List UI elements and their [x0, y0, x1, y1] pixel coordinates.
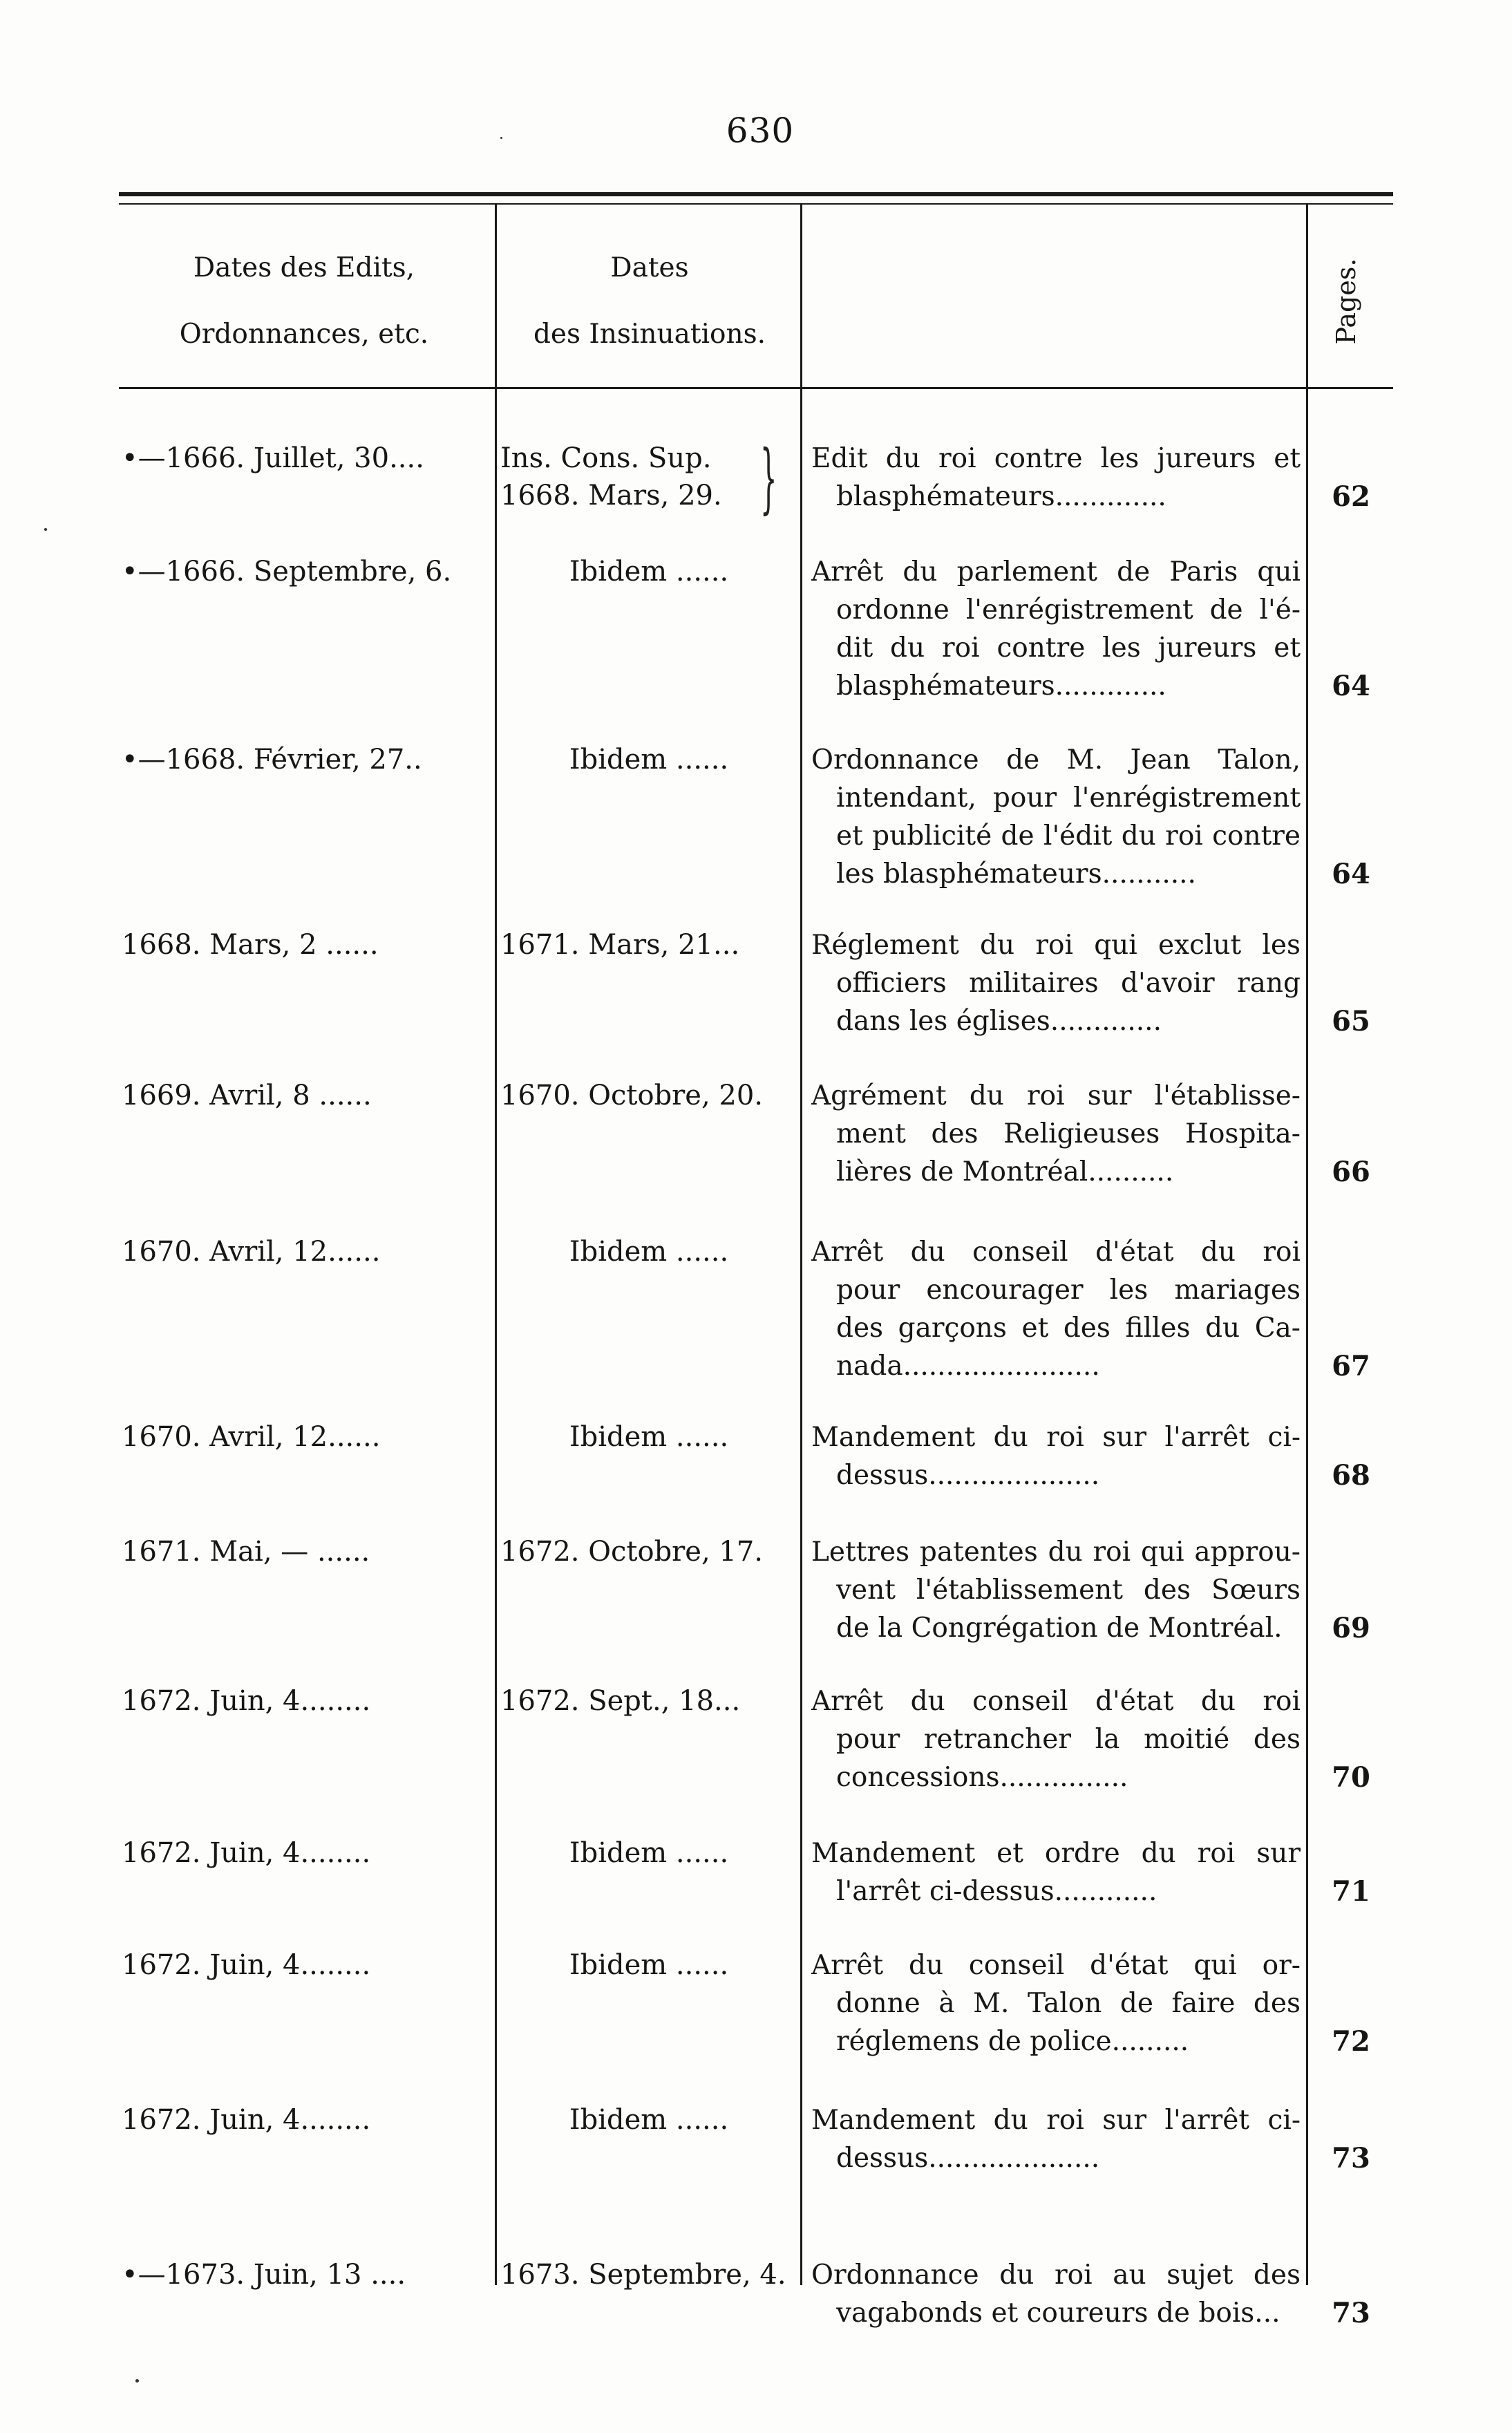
insinuation-line: 1670. Octobre, 20. — [500, 1080, 764, 1111]
page-reference: 71 — [1332, 1875, 1370, 1908]
edict-date: 1672. Juin, 4........ — [122, 1949, 371, 1981]
edict-title — [811, 2256, 1301, 2332]
edict-title-line: blasphémateurs............. — [836, 670, 1166, 702]
edict-title-line: Lettres patentes du roi qui approu- — [811, 1537, 1301, 1568]
header-dates-edits — [124, 254, 484, 387]
insinuation-line: Ibidem ...... — [569, 744, 729, 776]
page-reference: 64 — [1332, 670, 1370, 702]
edict-title-line: pour retrancher la moitié des — [836, 1724, 1301, 1755]
insinuation-line: 1671. Mars, 21... — [500, 929, 740, 961]
paper-speck — [135, 2379, 139, 2383]
edict-title-line: Arrêt du parlement de Paris qui — [811, 556, 1301, 588]
edict-title-line: lières de Montréal.......... — [836, 1156, 1174, 1187]
insinuation-line: Ibidem ...... — [569, 1236, 729, 1268]
page-reference: 68 — [1332, 1459, 1370, 1492]
edict-title — [811, 1533, 1301, 1647]
edict-title-line: réglemens de police......... — [836, 2026, 1189, 2057]
insinuation-line: 1673. Septembre, 4. — [500, 2259, 786, 2291]
edict-date: •—1666. Septembre, 6. — [122, 556, 452, 588]
insinuation-line: Ibidem ...... — [569, 1421, 729, 1453]
insinuation-date — [500, 1682, 797, 1720]
header-separator — [119, 387, 1393, 389]
edict-title — [811, 1233, 1301, 1385]
page-reference: 67 — [1332, 1350, 1370, 1382]
edict-title-line: Edit du roi contre les jureurs et — [811, 443, 1301, 474]
top-rule-thick — [119, 192, 1393, 196]
page-reference: 73 — [1332, 2142, 1370, 2174]
header-pages — [1319, 232, 1374, 370]
edict-title-line: Réglement du roi qui exclut les — [811, 930, 1301, 961]
edict-title-line: Ordonnance du roi au sujet des — [811, 2260, 1301, 2291]
edict-date: 1669. Avril, 8 ...... — [122, 1080, 372, 1111]
edict-title-line: officiers militaires d'avoir rang — [836, 968, 1301, 999]
edict-title — [811, 2101, 1301, 2177]
header-dates-insinuations-line1: Dates — [610, 252, 689, 283]
edict-title-line: les blasphémateurs........... — [836, 858, 1196, 890]
edict-title-line: Agrément du roi sur l'établisse- — [811, 1080, 1301, 1111]
insinuation-line: Ins. Cons. Sup. — [500, 442, 712, 474]
edict-date: 1671. Mai, — ...... — [122, 1536, 370, 1568]
edict-title-line: donne à M. Talon de faire des — [836, 1988, 1301, 2019]
edict-title-line: dans les églises............. — [836, 1006, 1162, 1037]
edict-title-line: Ordonnance de M. Jean Talon, — [811, 744, 1301, 776]
edict-title — [811, 1077, 1301, 1191]
edict-title — [811, 1418, 1301, 1494]
edict-title-line: l'arrêt ci-dessus............ — [836, 1876, 1157, 1907]
insinuation-date — [500, 1418, 797, 1456]
insinuation-line: Ibidem ...... — [569, 1949, 729, 1981]
edict-title-line: nada....................... — [836, 1351, 1100, 1382]
header-pages-label: Pages. — [1331, 258, 1361, 345]
insinuation-date — [500, 1946, 797, 1984]
page-reference: 70 — [1332, 1761, 1370, 1794]
edict-date: •—1668. Février, 27.. — [122, 744, 422, 776]
insinuation-date — [500, 1077, 797, 1114]
edict-title-line: des garçons et des filles du Ca- — [836, 1313, 1301, 1344]
edict-title-line: et publicité de l'édit du roi contre — [836, 820, 1301, 852]
edict-title-line: Arrêt du conseil d'état qui or- — [811, 1950, 1301, 1981]
edict-title-line: Mandement et ordre du roi sur — [811, 1838, 1301, 1869]
page-reference: 72 — [1332, 2025, 1370, 2058]
insinuation-line: Ibidem ...... — [569, 2104, 729, 2136]
edict-date: 1670. Avril, 12...... — [122, 1421, 381, 1453]
edict-date: •—1673. Juin, 13 .... — [122, 2259, 406, 2291]
edict-date: 1672. Juin, 4........ — [122, 1685, 371, 1717]
insinuation-date — [500, 2256, 797, 2293]
insinuation-line: Ibidem ...... — [569, 556, 729, 588]
edict-title-line: dessus.................... — [836, 1460, 1100, 1491]
edict-title — [811, 440, 1301, 516]
column-divider-3 — [1306, 205, 1308, 2285]
insinuation-date — [500, 433, 797, 522]
edict-title-line: Mandement du roi sur l'arrêt ci- — [811, 1422, 1301, 1453]
edict-title-line: pour encourager les mariages — [836, 1275, 1301, 1306]
header-dates-edits-line2: Ordonnances, etc. — [179, 319, 429, 350]
edict-date: 1668. Mars, 2 ...... — [122, 929, 379, 961]
edict-date: •—1666. Juillet, 30.... — [122, 442, 424, 474]
edict-title — [811, 553, 1301, 705]
edict-title — [811, 1682, 1301, 1796]
edict-title-line: de la Congrégation de Montréal. — [836, 1613, 1283, 1644]
page-reference: 73 — [1332, 2297, 1370, 2329]
page-reference: 62 — [1332, 480, 1370, 513]
insinuation-line: 1672. Octobre, 17. — [500, 1536, 764, 1568]
page-number: 630 — [726, 111, 795, 151]
paper-speck — [500, 137, 502, 139]
insinuation-line: 1672. Sept., 18... — [500, 1685, 741, 1717]
edict-title-line: Arrêt du conseil d'état du roi — [811, 1686, 1301, 1717]
edict-title-line: intendant, pour l'enrégistrement — [836, 782, 1301, 814]
header-dates-edits-line1: Dates des Edits, — [193, 252, 415, 283]
edict-title — [811, 741, 1301, 893]
column-divider-1 — [495, 205, 497, 2285]
insinuation-date — [500, 926, 797, 964]
page-reference: 69 — [1332, 1612, 1370, 1644]
page-reference: 66 — [1332, 1156, 1370, 1188]
insinuation-date — [500, 1834, 797, 1872]
edict-title-line: dessus.................... — [836, 2143, 1100, 2174]
edict-title-line: Arrêt du conseil d'état du roi — [811, 1237, 1301, 1268]
top-rule-thin — [119, 203, 1393, 205]
edict-title-line: ordonne l'enrégistrement de l'é- — [836, 594, 1301, 626]
edict-date: 1672. Juin, 4........ — [122, 2104, 371, 2136]
edict-title-line: ment des Religieuses Hospita- — [836, 1118, 1301, 1149]
column-divider-2 — [800, 205, 802, 2285]
insinuation-date — [500, 2101, 797, 2139]
insinuation-date — [500, 741, 797, 778]
insinuation-date — [500, 1533, 797, 1570]
insinuation-line: 1668. Mars, 29. — [500, 480, 722, 511]
edict-title — [811, 1834, 1301, 1910]
edict-title-line: concessions............... — [836, 1762, 1128, 1793]
edict-title-line: dit du roi contre les jureurs et — [836, 632, 1301, 664]
edict-date: 1672. Juin, 4........ — [122, 1837, 371, 1869]
edict-date: 1670. Avril, 12...... — [122, 1236, 381, 1268]
header-dates-insinuations — [504, 254, 795, 387]
insinuation-date — [500, 1233, 797, 1270]
edict-title — [811, 926, 1301, 1040]
insinuation-date — [500, 553, 797, 590]
insinuation-line: Ibidem ...... — [569, 1837, 729, 1869]
page-reference: 64 — [1332, 858, 1370, 890]
edict-title-line: vagabonds et coureurs de bois... — [836, 2298, 1281, 2329]
page-reference: 65 — [1332, 1005, 1370, 1037]
edict-title-line: vent l'établissement des Sœurs — [836, 1575, 1301, 1606]
edict-title-line: Mandement du roi sur l'arrêt ci- — [811, 2105, 1301, 2136]
brace-glyph: } — [760, 433, 777, 522]
header-dates-insinuations-line2: des Insinuations. — [533, 319, 766, 350]
edict-title-line: blasphémateurs............. — [836, 481, 1166, 512]
paper-speck — [44, 528, 47, 531]
edict-title — [811, 1946, 1301, 2060]
